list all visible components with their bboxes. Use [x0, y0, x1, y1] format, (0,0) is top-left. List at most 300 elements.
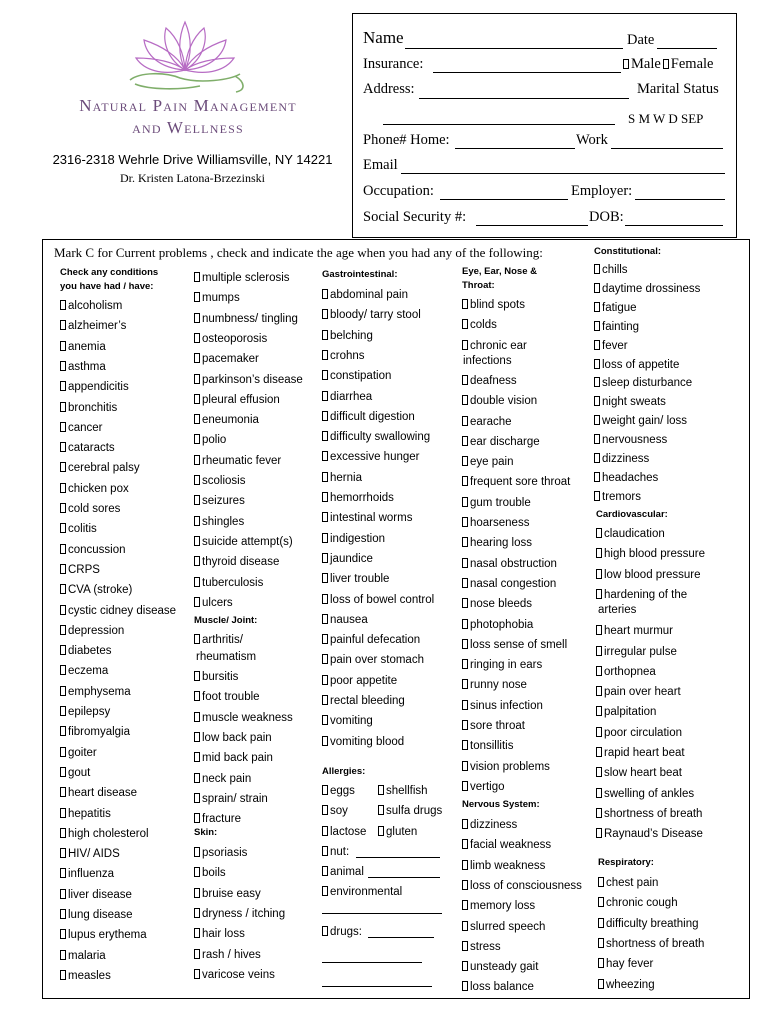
checkbox[interactable]	[596, 569, 602, 579]
condition-hepatitis[interactable]	[60, 807, 111, 821]
checkbox[interactable]	[462, 497, 468, 507]
checkbox[interactable]	[322, 866, 328, 876]
condition-blind-spots[interactable]	[462, 298, 525, 312]
condition-hay-fever[interactable]	[598, 957, 653, 971]
checkbox[interactable]	[194, 434, 200, 444]
checkbox[interactable]	[194, 888, 200, 898]
checkbox[interactable]	[60, 462, 66, 472]
condition-dryness-itching[interactable]	[194, 907, 285, 921]
condition-animal[interactable]	[322, 865, 364, 879]
checkbox[interactable]	[462, 416, 468, 426]
checkbox[interactable]	[60, 381, 66, 391]
checkbox[interactable]	[60, 929, 66, 939]
checkbox[interactable]	[60, 726, 66, 736]
condition-shellfish[interactable]	[378, 784, 428, 798]
checkbox[interactable]	[322, 309, 328, 319]
condition-anemia[interactable]	[60, 340, 106, 354]
checkbox[interactable]	[194, 455, 200, 465]
checkbox[interactable]	[60, 747, 66, 757]
condition-sore-throat[interactable]	[462, 719, 525, 733]
checkbox[interactable]	[462, 537, 468, 547]
condition-cancer[interactable]	[60, 421, 103, 435]
checkbox[interactable]	[194, 847, 200, 857]
checkbox[interactable]	[60, 645, 66, 655]
checkbox[interactable]	[596, 706, 602, 716]
condition-facial-weakness[interactable]	[462, 838, 551, 852]
ssn-field[interactable]	[476, 225, 588, 226]
drugs-field-2[interactable]	[322, 962, 422, 963]
condition-bloody-tarry-stool[interactable]	[322, 308, 421, 322]
checkbox[interactable]	[60, 787, 66, 797]
checkbox[interactable]	[194, 556, 200, 566]
checkbox[interactable]	[194, 272, 200, 282]
condition-abdominal-pain[interactable]	[322, 288, 408, 302]
condition-intestinal-worms[interactable]	[322, 511, 412, 525]
condition-emphysema[interactable]	[60, 685, 131, 699]
condition-colds[interactable]	[462, 318, 497, 332]
checkbox[interactable]	[322, 350, 328, 360]
condition-high-cholesterol[interactable]	[60, 827, 149, 841]
condition-difficulty-breathing[interactable]	[598, 917, 698, 931]
checkbox[interactable]	[462, 476, 468, 486]
condition-chronic-ear[interactable]	[462, 339, 527, 353]
condition-parkinson-s-disease[interactable]	[194, 373, 303, 387]
checkbox[interactable]	[194, 313, 200, 323]
checkbox[interactable]	[594, 396, 600, 406]
condition-goiter[interactable]	[60, 746, 97, 760]
checkbox[interactable]	[194, 292, 200, 302]
checkbox[interactable]	[462, 880, 468, 890]
condition-hemorrhoids[interactable]	[322, 491, 394, 505]
condition-nasal-obstruction[interactable]	[462, 557, 557, 571]
checkbox[interactable]	[60, 950, 66, 960]
male-checkbox[interactable]	[623, 59, 629, 69]
checkbox[interactable]	[60, 320, 66, 330]
checkbox[interactable]	[596, 747, 602, 757]
checkbox[interactable]	[60, 686, 66, 696]
condition-sleep-disturbance[interactable]	[594, 376, 692, 390]
checkbox[interactable]	[598, 938, 604, 948]
condition-nausea[interactable]	[322, 613, 368, 627]
condition-deafness[interactable]	[462, 374, 517, 388]
checkbox[interactable]	[594, 434, 600, 444]
checkbox[interactable]	[322, 472, 328, 482]
checkbox[interactable]	[462, 340, 468, 350]
condition-gum-trouble[interactable]	[462, 496, 531, 510]
checkbox[interactable]	[462, 319, 468, 329]
condition-rheumatic-fever[interactable]	[194, 454, 281, 468]
checkbox[interactable]	[596, 625, 602, 635]
checkbox[interactable]	[598, 918, 604, 928]
condition-concussion[interactable]	[60, 543, 126, 557]
checkbox[interactable]	[322, 846, 328, 856]
condition-loss-balance[interactable]	[462, 980, 534, 994]
checkbox[interactable]	[598, 897, 604, 907]
address-field-line2[interactable]	[383, 124, 615, 125]
checkbox[interactable]	[462, 598, 468, 608]
checkbox[interactable]	[60, 523, 66, 533]
condition-nut[interactable]	[322, 845, 349, 859]
condition-claudication[interactable]	[596, 527, 665, 541]
drugs-field-3[interactable]	[322, 986, 432, 987]
condition-mid-back-pain[interactable]	[194, 751, 273, 765]
condition-rectal-bleeding[interactable]	[322, 694, 405, 708]
condition-pain-over-heart[interactable]	[596, 685, 681, 699]
condition-sinus-infection[interactable]	[462, 699, 543, 713]
condition-bruise-easy[interactable]	[194, 887, 261, 901]
condition-difficult-digestion[interactable]	[322, 410, 415, 424]
employer-field[interactable]	[635, 199, 725, 200]
checkbox[interactable]	[322, 451, 328, 461]
condition-lung-disease[interactable]	[60, 908, 133, 922]
condition-low-blood-pressure[interactable]	[596, 568, 701, 582]
checkbox[interactable]	[60, 341, 66, 351]
checkbox[interactable]	[60, 422, 66, 432]
condition-weight-gain-loss[interactable]	[594, 414, 687, 428]
checkbox[interactable]	[594, 340, 600, 350]
condition-fibromyalgia[interactable]	[60, 725, 130, 739]
checkbox[interactable]	[322, 573, 328, 583]
checkbox[interactable]	[60, 564, 66, 574]
work-field[interactable]	[611, 148, 723, 149]
checkbox[interactable]	[322, 594, 328, 604]
phone-home-field[interactable]	[455, 148, 575, 149]
checkbox[interactable]	[596, 528, 602, 538]
checkbox[interactable]	[322, 411, 328, 421]
checkbox[interactable]	[598, 979, 604, 989]
condition-dizziness[interactable]	[462, 818, 517, 832]
checkbox[interactable]	[594, 472, 600, 482]
condition-depression[interactable]	[60, 624, 124, 638]
email-field[interactable]	[401, 173, 725, 174]
address-field[interactable]	[419, 98, 629, 99]
checkbox[interactable]	[322, 512, 328, 522]
condition-epilepsy[interactable]	[60, 705, 110, 719]
drugs-field[interactable]	[368, 937, 434, 938]
condition-alzheimer-s[interactable]	[60, 319, 126, 333]
condition-cold-sores[interactable]	[60, 502, 120, 516]
condition-constipation[interactable]	[322, 369, 391, 383]
condition-bursitis[interactable]	[194, 670, 238, 684]
checkbox[interactable]	[322, 634, 328, 644]
checkbox[interactable]	[194, 394, 200, 404]
checkbox[interactable]	[594, 321, 600, 331]
condition-photophobia[interactable]	[462, 618, 533, 632]
condition-multiple-sclerosis[interactable]	[194, 271, 290, 285]
checkbox[interactable]	[462, 961, 468, 971]
condition-crps[interactable]	[60, 563, 100, 577]
condition-vomiting-blood[interactable]	[322, 735, 404, 749]
condition-gout[interactable]	[60, 766, 90, 780]
checkbox[interactable]	[194, 495, 200, 505]
condition-vertigo[interactable]	[462, 780, 505, 794]
condition-loss-of-appetite[interactable]	[594, 358, 679, 372]
checkbox[interactable]	[462, 720, 468, 730]
condition-hiv-aids[interactable]	[60, 847, 120, 861]
animal-field[interactable]	[368, 877, 440, 878]
condition-fever[interactable]	[594, 339, 628, 353]
checkbox[interactable]	[60, 605, 66, 615]
checkbox[interactable]	[596, 548, 602, 558]
condition-tonsillitis[interactable]	[462, 739, 513, 753]
condition-nose-bleeds[interactable]	[462, 597, 532, 611]
condition-low-back-pain[interactable]	[194, 731, 272, 745]
condition-difficulty-swallowing[interactable]	[322, 430, 430, 444]
checkbox[interactable]	[322, 654, 328, 664]
condition-ulcers[interactable]	[194, 596, 233, 610]
checkbox[interactable]	[322, 675, 328, 685]
condition-irregular-pulse[interactable]	[596, 645, 677, 659]
condition-osteoporosis[interactable]	[194, 332, 267, 346]
condition-limb-weakness[interactable]	[462, 859, 545, 873]
checkbox[interactable]	[322, 492, 328, 502]
condition-cva-stroke[interactable]	[60, 583, 132, 597]
condition-soy[interactable]	[322, 804, 348, 818]
checkbox[interactable]	[596, 666, 602, 676]
condition-heart-murmur[interactable]	[596, 624, 673, 638]
condition-orthopnea[interactable]	[596, 665, 656, 679]
checkbox[interactable]	[194, 577, 200, 587]
condition-cystic-cidney-disease[interactable]	[60, 604, 176, 618]
checkbox[interactable]	[594, 453, 600, 463]
checkbox[interactable]	[322, 614, 328, 624]
condition-polio[interactable]	[194, 433, 226, 447]
condition-shortness-of-breath[interactable]	[596, 807, 702, 821]
checkbox[interactable]	[60, 868, 66, 878]
condition-sprain-strain[interactable]	[194, 792, 268, 806]
condition-pacemaker[interactable]	[194, 352, 259, 366]
condition-measles[interactable]	[60, 969, 111, 983]
condition-lactose[interactable]	[322, 825, 366, 839]
condition-pleural-effusion[interactable]	[194, 393, 280, 407]
condition-environmental[interactable]	[322, 885, 402, 899]
condition-double-vision[interactable]	[462, 394, 537, 408]
checkbox[interactable]	[594, 415, 600, 425]
checkbox[interactable]	[596, 767, 602, 777]
condition-muscle-weakness[interactable]	[194, 711, 293, 725]
condition-fatigue[interactable]	[594, 301, 637, 315]
condition-tuberculosis[interactable]	[194, 576, 263, 590]
checkbox[interactable]	[194, 712, 200, 722]
checkbox[interactable]	[596, 808, 602, 818]
condition-hardening-of-the[interactable]	[596, 588, 687, 602]
checkbox[interactable]	[462, 679, 468, 689]
checkbox[interactable]	[596, 788, 602, 798]
condition-colitis[interactable]	[60, 522, 97, 536]
condition-vomiting[interactable]	[322, 714, 373, 728]
condition-raynaud-s-disease[interactable]	[596, 827, 703, 841]
checkbox[interactable]	[462, 619, 468, 629]
checkbox[interactable]	[322, 431, 328, 441]
checkbox[interactable]	[194, 671, 200, 681]
condition-hernia[interactable]	[322, 471, 362, 485]
condition-crohns[interactable]	[322, 349, 365, 363]
checkbox[interactable]	[596, 646, 602, 656]
checkbox[interactable]	[598, 958, 604, 968]
checkbox[interactable]	[322, 886, 328, 896]
condition-influenza[interactable]	[60, 867, 114, 881]
condition-pain-over-stomach[interactable]	[322, 653, 424, 667]
condition-eye-pain[interactable]	[462, 455, 513, 469]
checkbox[interactable]	[594, 302, 600, 312]
condition-mumps[interactable]	[194, 291, 240, 305]
condition-neck-pain[interactable]	[194, 772, 251, 786]
condition-high-blood-pressure[interactable]	[596, 547, 705, 561]
checkbox[interactable]	[596, 686, 602, 696]
checkbox[interactable]	[462, 375, 468, 385]
condition-chest-pain[interactable]	[598, 876, 658, 890]
checkbox[interactable]	[594, 264, 600, 274]
condition-arthritis[interactable]	[194, 633, 243, 647]
checkbox[interactable]	[462, 900, 468, 910]
checkbox[interactable]	[60, 442, 66, 452]
condition-suicide-attempt-s[interactable]	[194, 535, 293, 549]
condition-nasal-congestion[interactable]	[462, 577, 556, 591]
condition-loss-sense-of-smell[interactable]	[462, 638, 567, 652]
condition-eggs[interactable]	[322, 784, 355, 798]
checkbox[interactable]	[60, 828, 66, 838]
checkbox[interactable]	[60, 402, 66, 412]
checkbox[interactable]	[378, 805, 384, 815]
checkbox[interactable]	[596, 828, 602, 838]
condition-varicose-veins[interactable]	[194, 968, 275, 982]
condition-ringing-in-ears[interactable]	[462, 658, 542, 672]
condition-chicken-pox[interactable]	[60, 482, 129, 496]
condition-diabetes[interactable]	[60, 644, 111, 658]
checkbox[interactable]	[322, 926, 328, 936]
condition-excessive-hunger[interactable]	[322, 450, 420, 464]
checkbox[interactable]	[462, 436, 468, 446]
checkbox[interactable]	[462, 819, 468, 829]
insurance-field[interactable]	[433, 72, 621, 73]
condition-diarrhea[interactable]	[322, 390, 372, 404]
condition-jaundice[interactable]	[322, 552, 373, 566]
checkbox[interactable]	[462, 839, 468, 849]
checkbox[interactable]	[322, 805, 328, 815]
condition-liver-trouble[interactable]	[322, 572, 389, 586]
condition-fracture[interactable]	[194, 812, 241, 826]
condition-eczema[interactable]	[60, 664, 108, 678]
checkbox[interactable]	[60, 909, 66, 919]
checkbox[interactable]	[462, 299, 468, 309]
condition-cataracts[interactable]	[60, 441, 115, 455]
condition-ear-discharge[interactable]	[462, 435, 540, 449]
condition-rapid-heart-beat[interactable]	[596, 746, 685, 760]
condition-shingles[interactable]	[194, 515, 244, 529]
condition-earache[interactable]	[462, 415, 512, 429]
condition-shortness-of-breath[interactable]	[598, 937, 704, 951]
occupation-field[interactable]	[440, 199, 568, 200]
condition-hearing-loss[interactable]	[462, 536, 532, 550]
checkbox[interactable]	[322, 553, 328, 563]
condition-scoliosis[interactable]	[194, 474, 245, 488]
condition-vision-problems[interactable]	[462, 760, 550, 774]
condition-numbness-tingling[interactable]	[194, 312, 298, 326]
checkbox[interactable]	[60, 361, 66, 371]
checkbox[interactable]	[60, 706, 66, 716]
condition-painful-defecation[interactable]	[322, 633, 420, 647]
condition-cerebral-palsy[interactable]	[60, 461, 140, 475]
checkbox[interactable]	[462, 921, 468, 931]
condition-night-sweats[interactable]	[594, 395, 666, 409]
checkbox[interactable]	[194, 516, 200, 526]
date-field[interactable]	[657, 48, 717, 49]
condition-loss-of-bowel-control[interactable]	[322, 593, 434, 607]
checkbox[interactable]	[378, 826, 384, 836]
checkbox[interactable]	[194, 414, 200, 424]
condition-palpitation[interactable]	[596, 705, 656, 719]
condition-liver-disease[interactable]	[60, 888, 132, 902]
condition-hair-loss[interactable]	[194, 927, 245, 941]
checkbox[interactable]	[322, 289, 328, 299]
condition-indigestion[interactable]	[322, 532, 385, 546]
checkbox[interactable]	[194, 374, 200, 384]
checkbox[interactable]	[462, 700, 468, 710]
checkbox[interactable]	[322, 330, 328, 340]
checkbox[interactable]	[60, 808, 66, 818]
checkbox[interactable]	[60, 483, 66, 493]
checkbox[interactable]	[194, 597, 200, 607]
condition-memory-loss[interactable]	[462, 899, 535, 913]
condition-slow-heart-beat[interactable]	[596, 766, 682, 780]
checkbox[interactable]	[194, 908, 200, 918]
condition-boils[interactable]	[194, 866, 226, 880]
checkbox[interactable]	[194, 752, 200, 762]
condition-slurred-speech[interactable]	[462, 920, 545, 934]
checkbox[interactable]	[462, 781, 468, 791]
checkbox[interactable]	[194, 793, 200, 803]
dob-field[interactable]	[625, 225, 723, 226]
checkbox[interactable]	[462, 740, 468, 750]
checkbox[interactable]	[194, 813, 200, 823]
checkbox[interactable]	[462, 639, 468, 649]
condition-runny-nose[interactable]	[462, 678, 527, 692]
checkbox[interactable]	[322, 826, 328, 836]
condition-foot-trouble[interactable]	[194, 690, 260, 704]
checkbox[interactable]	[378, 785, 384, 795]
checkbox[interactable]	[194, 969, 200, 979]
condition-drugs[interactable]	[322, 925, 362, 939]
condition-seizures[interactable]	[194, 494, 245, 508]
checkbox[interactable]	[322, 736, 328, 746]
checkbox[interactable]	[322, 695, 328, 705]
condition-rash-hives[interactable]	[194, 948, 261, 962]
condition-sulfa-drugs[interactable]	[378, 804, 442, 818]
condition-wheezing[interactable]	[598, 978, 655, 992]
checkbox[interactable]	[594, 359, 600, 369]
checkbox[interactable]	[594, 491, 600, 501]
condition-tremors[interactable]	[594, 490, 641, 504]
checkbox[interactable]	[322, 370, 328, 380]
checkbox[interactable]	[594, 377, 600, 387]
checkbox[interactable]	[194, 773, 200, 783]
checkbox[interactable]	[322, 785, 328, 795]
condition-unsteady-gait[interactable]	[462, 960, 538, 974]
checkbox[interactable]	[462, 517, 468, 527]
condition-poor-appetite[interactable]	[322, 674, 397, 688]
checkbox[interactable]	[194, 333, 200, 343]
condition-asthma[interactable]	[60, 360, 106, 374]
checkbox[interactable]	[462, 395, 468, 405]
checkbox[interactable]	[462, 860, 468, 870]
checkbox[interactable]	[60, 970, 66, 980]
checkbox[interactable]	[194, 949, 200, 959]
condition-frequent-sore-throat[interactable]	[462, 475, 570, 489]
checkbox[interactable]	[194, 353, 200, 363]
checkbox[interactable]	[194, 634, 200, 644]
checkbox[interactable]	[60, 584, 66, 594]
checkbox[interactable]	[462, 456, 468, 466]
